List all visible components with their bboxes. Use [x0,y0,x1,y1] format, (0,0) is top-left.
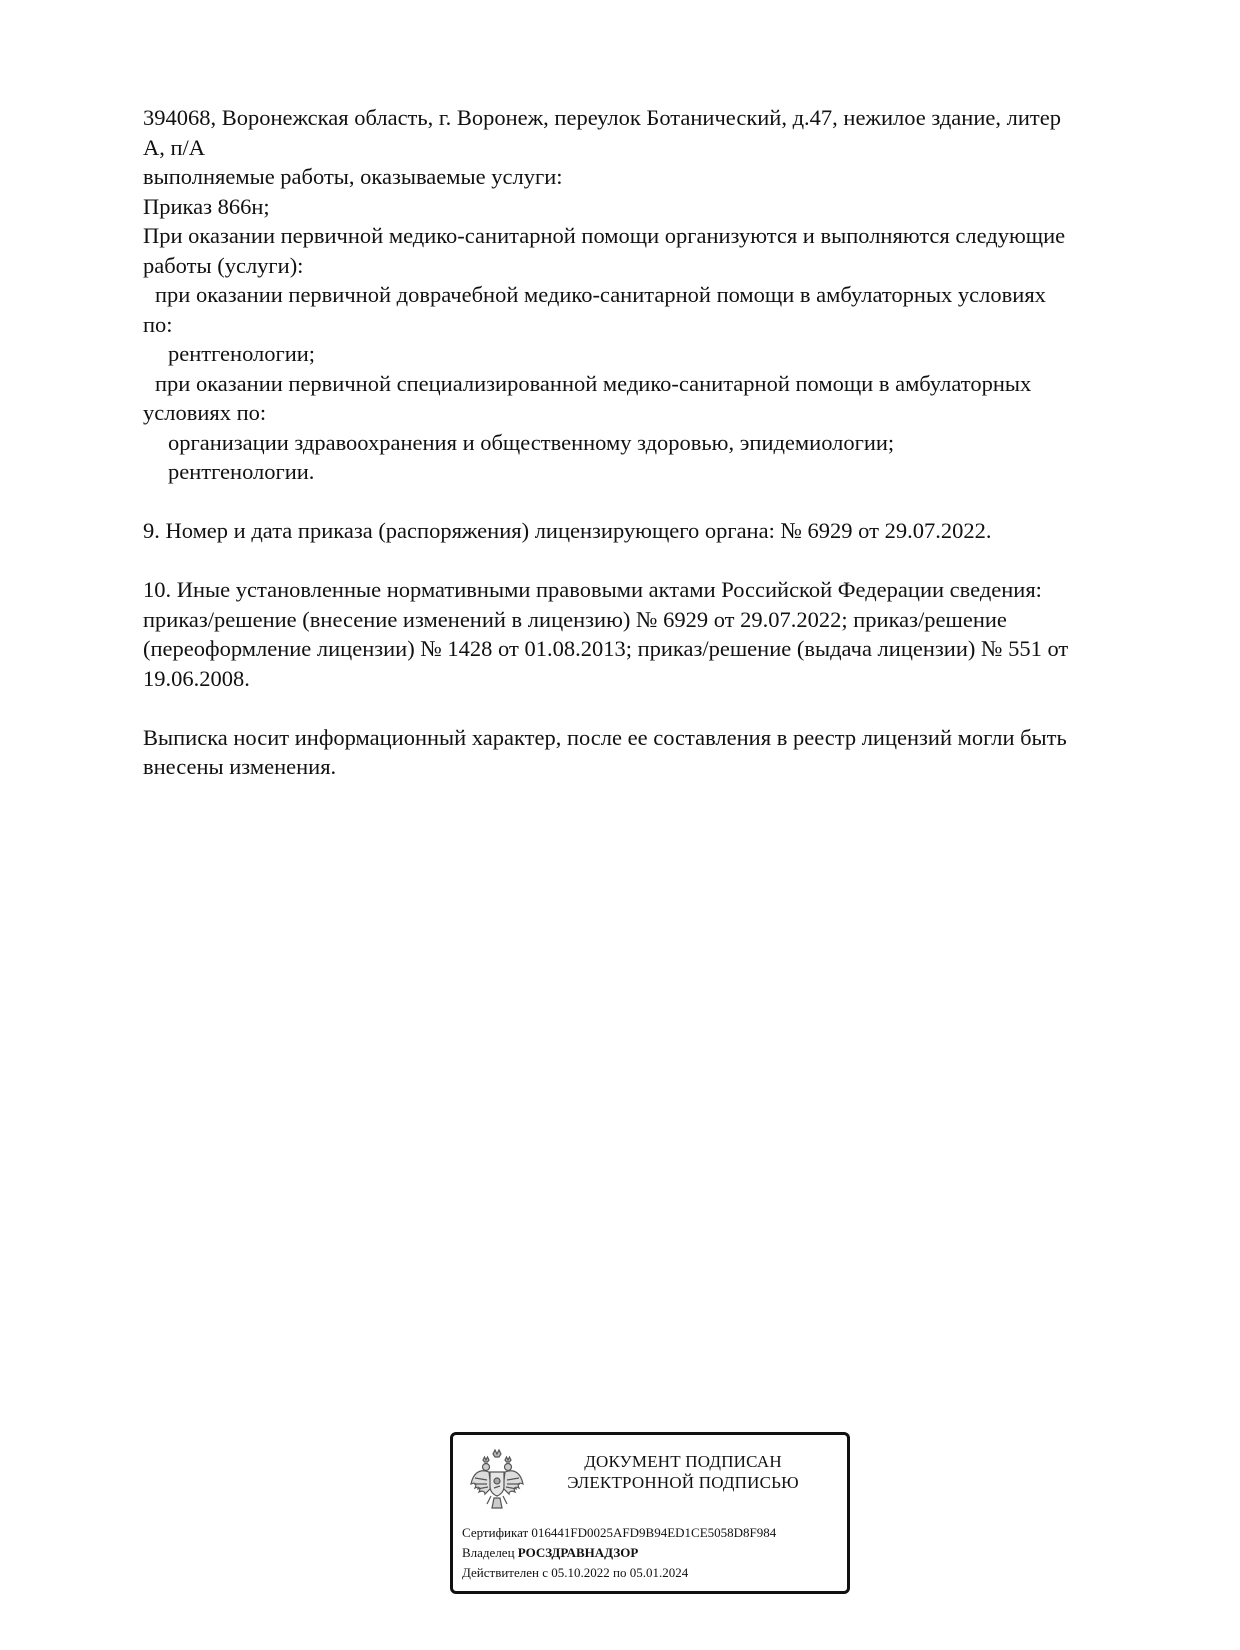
paragraph-spacer [143,693,1143,723]
prehospital-care-line-1: при оказании первичной доврачебной медико-санитарной помощи в амбулаторных условиях [155,282,1046,307]
item-10-line-1: 10. Иные установленные нормативными правовыми актами Российской Федерации сведения: [143,577,1042,602]
paragraph-spacer [143,546,1143,576]
certificate-number: Сертификат 016441FD0025AFD9B94ED1CE5058D8F984 [462,1525,777,1540]
signature-title-line-1: ДОКУМЕНТ ПОДПИСАН [584,1452,782,1471]
primary-care-line-1: При оказании первичной медико-санитарной помощи организуются и выполняются следующие [143,223,1066,248]
signature-details [462,1523,776,1583]
document-body [143,103,1143,782]
owner-label: Владелец [462,1545,515,1560]
address-line-2: А, п/А [143,134,206,160]
disclaimer-line-1: Выписка носит информационный характер, после ее составления в реестр лицензий могли быть [143,724,1067,750]
item-10-line-3: (переоформление лицензии) № 1428 от 01.08.2013; приказ/решение (выдача лицензии) № 551 от [143,636,1069,661]
service-health-organization: организации здравоохранения и общественному здоровью, эпидемиологии; [168,429,895,455]
signature-title-line-2: ЭЛЕКТРОННОЙ ПОДПИСЬЮ [567,1473,799,1492]
primary-care-line-2: работы (услуги): [143,252,304,278]
specialized-care-line-1: при оказании первичной специализированной медико-санитарной помощи в амбулаторных [155,370,1032,396]
item-10-line-2: приказ/решение (внесение изменений в лицензию) № 6929 от 29.07.2022; приказ/решение [143,606,1007,632]
address-line-1: 394068, Воронежская область, г. Воронеж, переулок Ботанический, д.47, нежилое здание, литер [143,105,1061,130]
works-heading: выполняемые работы, оказываемые услуги: [143,164,563,189]
certificate-owner [462,1543,776,1563]
owner-value: РОСЗДРАВНАДЗОР [517,1545,639,1560]
paragraph-spacer [143,487,1143,517]
item-10-line-4: 19.06.2008. [143,665,250,691]
specialized-care-line-2: условиях по: [143,400,267,425]
prehospital-care-line-2: по: [143,311,173,337]
electronic-signature-stamp [450,1432,850,1594]
certificate-validity: Действителен с 05.10.2022 по 05.01.2024 [462,1565,689,1580]
service-radiology-2: рентгенологии. [168,459,315,484]
disclaimer-line-2: внесены изменения. [143,754,337,779]
service-radiology-1: рентгенологии; [168,341,316,366]
item-9-order-number: 9. Номер и дата приказа (распоряжения) лицензирующего органа: № 6929 от 29.07.2022. [143,518,992,543]
signature-title [533,1451,833,1493]
order-reference: Приказ 866н; [143,193,270,219]
coat-of-arms-icon [467,1448,527,1512]
